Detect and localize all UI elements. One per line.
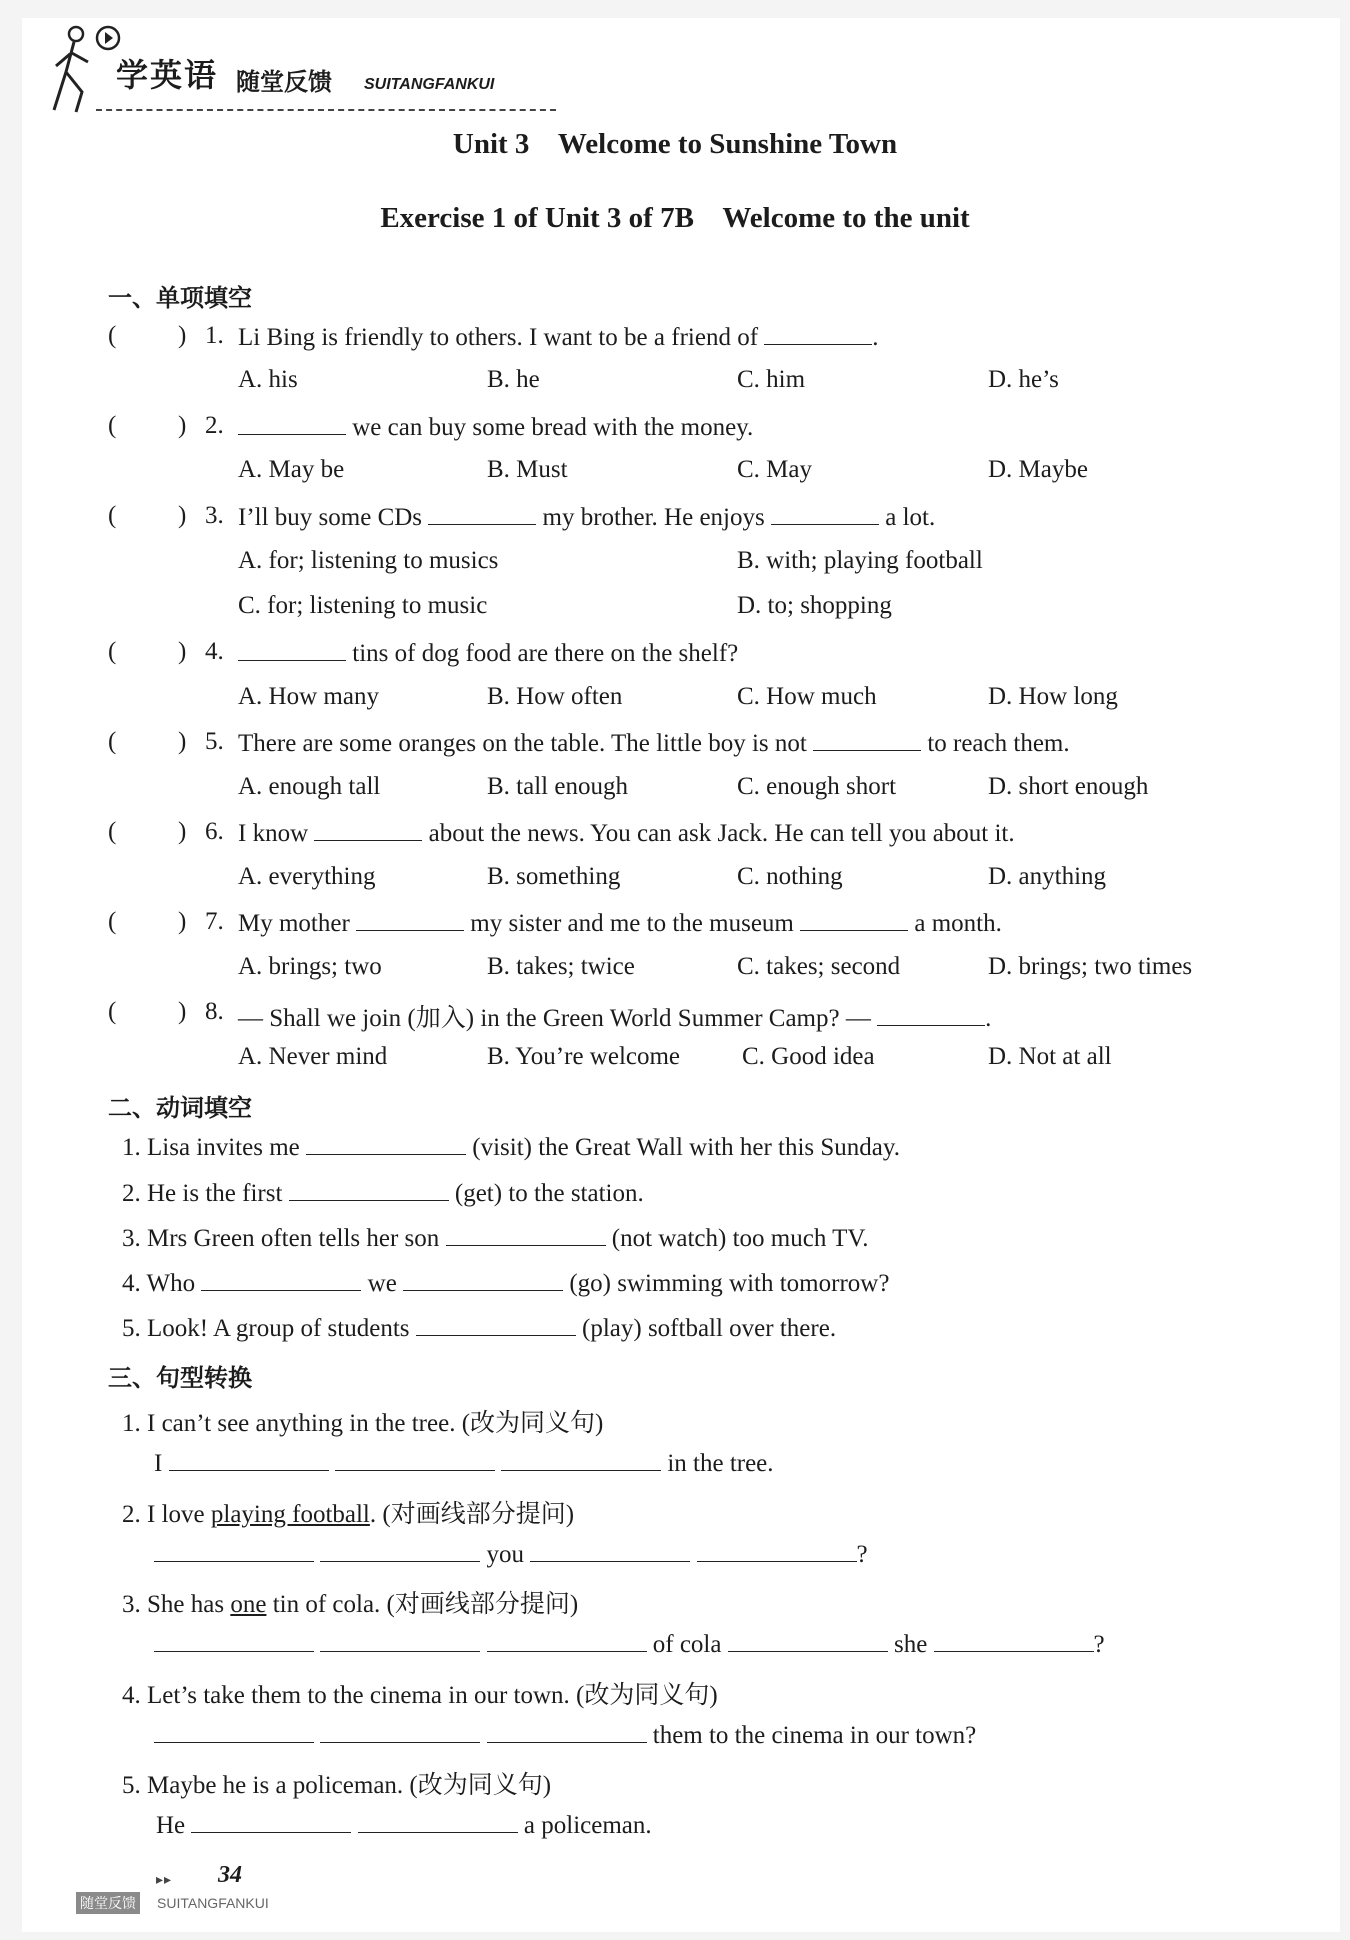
option-d: D. to; shopping: [737, 592, 892, 619]
question-number: 7.: [205, 908, 224, 935]
answer-blank[interactable]: [530, 1539, 690, 1562]
answer-blank[interactable]: [728, 1629, 888, 1652]
footer-roman-text: SUITANGFANKUI: [157, 1895, 269, 1911]
answer-blank[interactable]: [289, 1178, 449, 1201]
answer-blank[interactable]: [934, 1629, 1094, 1652]
option-b: B. he: [487, 366, 540, 393]
option-a: A. brings; two: [238, 953, 382, 980]
question-number: 5.: [205, 728, 224, 755]
logo: [46, 22, 566, 117]
answer-blank[interactable]: [428, 502, 536, 525]
answer-blank[interactable]: [877, 1003, 985, 1026]
question-number: 2.: [205, 412, 224, 439]
answer-bracket-left: (: [108, 818, 117, 845]
option-d: D. anything: [988, 863, 1107, 890]
answer-bracket-left: (: [108, 412, 117, 439]
answer-blank[interactable]: [201, 1268, 361, 1291]
option-a: A. for; listening to musics: [238, 547, 499, 574]
answer-blank[interactable]: [320, 1720, 480, 1743]
answer-blank[interactable]: [403, 1268, 563, 1291]
transform-item-3: 3. She has one tin of cola. (对画线部分提问): [122, 1591, 579, 1618]
question-5: There are some oranges on the table. The little boy is not to reach them.: [238, 730, 1070, 757]
answer-bracket-right: ): [178, 728, 187, 755]
underlined-phrase: playing football: [210, 1501, 370, 1528]
answer-bracket-right: ): [178, 818, 187, 845]
option-b: B. You’re welcome: [487, 1043, 681, 1070]
option-c: C. for; listening to music: [238, 592, 488, 619]
answer-blank[interactable]: [501, 1448, 661, 1471]
answer-bracket-right: ): [178, 638, 187, 665]
question-1: Li Bing is friendly to others. I want to be a friend of .: [238, 324, 879, 351]
answer-bracket-left: (: [108, 638, 117, 665]
answer-bracket-right: ): [178, 322, 187, 349]
option-a: A. his: [238, 366, 298, 393]
question-4: tins of dog food are there on the shelf?: [238, 638, 738, 668]
option-c: C. Good idea: [742, 1043, 875, 1070]
question-3: I’ll buy some CDs my brother. He enjoys a lot.: [238, 504, 936, 531]
logo-title: 学英语: [116, 56, 219, 94]
answer-bracket-right: ): [178, 908, 187, 935]
option-b: B. something: [487, 863, 621, 890]
logo-roman-text: SUITANGFANKUI: [364, 76, 495, 93]
question-number: 3.: [205, 502, 224, 529]
option-d: D. he’s: [988, 366, 1059, 393]
answer-bracket-right: ): [178, 412, 187, 439]
option-b: B. Must: [487, 456, 568, 483]
page-number: 34: [218, 1862, 242, 1888]
question-number: 4.: [205, 638, 224, 665]
answer-bracket-left: (: [108, 322, 117, 349]
question-number: 8.: [205, 998, 224, 1025]
answer-blank[interactable]: [446, 1223, 606, 1246]
option-d: D. How long: [988, 683, 1118, 710]
option-c: C. nothing: [737, 863, 843, 890]
option-b: B. How often: [487, 683, 623, 710]
answer-blank[interactable]: [358, 1810, 518, 1833]
answer-bracket-left: (: [108, 908, 117, 935]
option-b: B. takes; twice: [487, 953, 635, 980]
option-c: C. May: [737, 456, 812, 483]
answer-blank[interactable]: [238, 412, 346, 435]
play-icon: [94, 24, 122, 52]
transform-answer-3: of cola she ?: [154, 1629, 1105, 1659]
verb-item-1: 1. Lisa invites me (visit) the Great Wall with her this Sunday.: [122, 1134, 901, 1161]
transform-answer-1: I in the tree.: [154, 1450, 774, 1477]
logo-subtitle: 随堂反馈: [236, 68, 332, 96]
verb-item-3: 3. Mrs Green often tells her son (not watch) too much TV.: [122, 1225, 869, 1252]
option-b: B. tall enough: [487, 773, 628, 800]
transform-answer-2: you ?: [154, 1539, 868, 1569]
answer-blank[interactable]: [416, 1313, 576, 1336]
option-d: D. short enough: [988, 773, 1149, 800]
answer-blank[interactable]: [314, 818, 422, 841]
answer-blank[interactable]: [154, 1629, 314, 1652]
answer-blank[interactable]: [306, 1132, 466, 1155]
option-a: A. Never mind: [238, 1043, 388, 1070]
question-2: we can buy some bread with the money.: [238, 412, 753, 442]
answer-blank[interactable]: [320, 1539, 480, 1562]
option-c: C. How much: [737, 683, 877, 710]
answer-blank[interactable]: [800, 908, 908, 931]
option-c: C. him: [737, 366, 806, 393]
question-number: 6.: [205, 818, 224, 845]
answer-blank[interactable]: [764, 322, 872, 345]
question-7: My mother my sister and me to the museum a month.: [238, 910, 1002, 937]
answer-blank[interactable]: [356, 908, 464, 931]
option-d: D. Maybe: [988, 456, 1088, 483]
answer-blank[interactable]: [320, 1629, 480, 1652]
transform-item-2: 2. I love playing football. (对画线部分提问): [122, 1501, 575, 1528]
underlined-word: one: [230, 1591, 267, 1618]
transform-item-5: 5. Maybe he is a policeman. (改为同义句): [122, 1772, 552, 1799]
option-a: A. everything: [238, 863, 376, 890]
exercise-title: Exercise 1 of Unit 3 of 7B Welcome to the unit: [380, 202, 970, 234]
question-6: I know about the news. You can ask Jack. He can tell you about it.: [238, 820, 1015, 847]
answer-blank[interactable]: [335, 1448, 495, 1471]
answer-bracket-right: ): [178, 998, 187, 1025]
answer-blank[interactable]: [154, 1720, 314, 1743]
transform-answer-4: them to the cinema in our town?: [154, 1720, 976, 1750]
verb-item-2: 2. He is the first (get) to the station.: [122, 1180, 644, 1207]
answer-blank[interactable]: [697, 1539, 857, 1562]
unit-title: Unit 3 Welcome to Sunshine Town: [452, 128, 898, 160]
answer-bracket-left: (: [108, 998, 117, 1025]
option-b: B. with; playing football: [737, 547, 983, 574]
answer-blank[interactable]: [487, 1629, 647, 1652]
transform-answer-5: He a policeman.: [156, 1812, 652, 1839]
answer-blank[interactable]: [771, 502, 879, 525]
transform-item-1: 1. I can’t see anything in the tree. (改为同义句): [122, 1410, 604, 1437]
option-a: A. enough tall: [238, 773, 381, 800]
answer-blank[interactable]: [191, 1810, 351, 1833]
question-8: — Shall we join (加入) in the Green World Summer Camp? — .: [238, 1005, 992, 1032]
arrow-icon: ▸▸: [156, 1873, 173, 1888]
option-a: A. How many: [238, 683, 379, 710]
answer-blank[interactable]: [154, 1539, 314, 1562]
option-a: A. May be: [238, 456, 345, 483]
option-c: C. takes; second: [737, 953, 901, 980]
option-d: D. brings; two times: [988, 953, 1193, 980]
answer-blank[interactable]: [487, 1720, 647, 1743]
answer-bracket-left: (: [108, 728, 117, 755]
transform-item-4: 4. Let’s take them to the cinema in our town. (改为同义句): [122, 1682, 718, 1709]
verb-item-5: 5. Look! A group of students (play) softball over there.: [122, 1315, 837, 1342]
answer-bracket-left: (: [108, 502, 117, 529]
verb-item-4: 4. Who we (go) swimming with tomorrow?: [122, 1270, 890, 1297]
section-heading-2: 二、动词填空: [108, 1094, 252, 1122]
answer-blank[interactable]: [813, 728, 921, 751]
question-number: 1.: [205, 322, 224, 349]
option-d: D. Not at all: [988, 1043, 1112, 1070]
divider: [96, 109, 556, 111]
answer-blank[interactable]: [238, 638, 346, 661]
section-heading-3: 三、句型转换: [108, 1364, 252, 1392]
answer-blank[interactable]: [169, 1448, 329, 1471]
answer-bracket-right: ): [178, 502, 187, 529]
option-c: C. enough short: [737, 773, 897, 800]
footer-badge: 随堂反馈: [76, 1892, 140, 1914]
section-heading-1: 一、单项填空: [108, 284, 252, 312]
